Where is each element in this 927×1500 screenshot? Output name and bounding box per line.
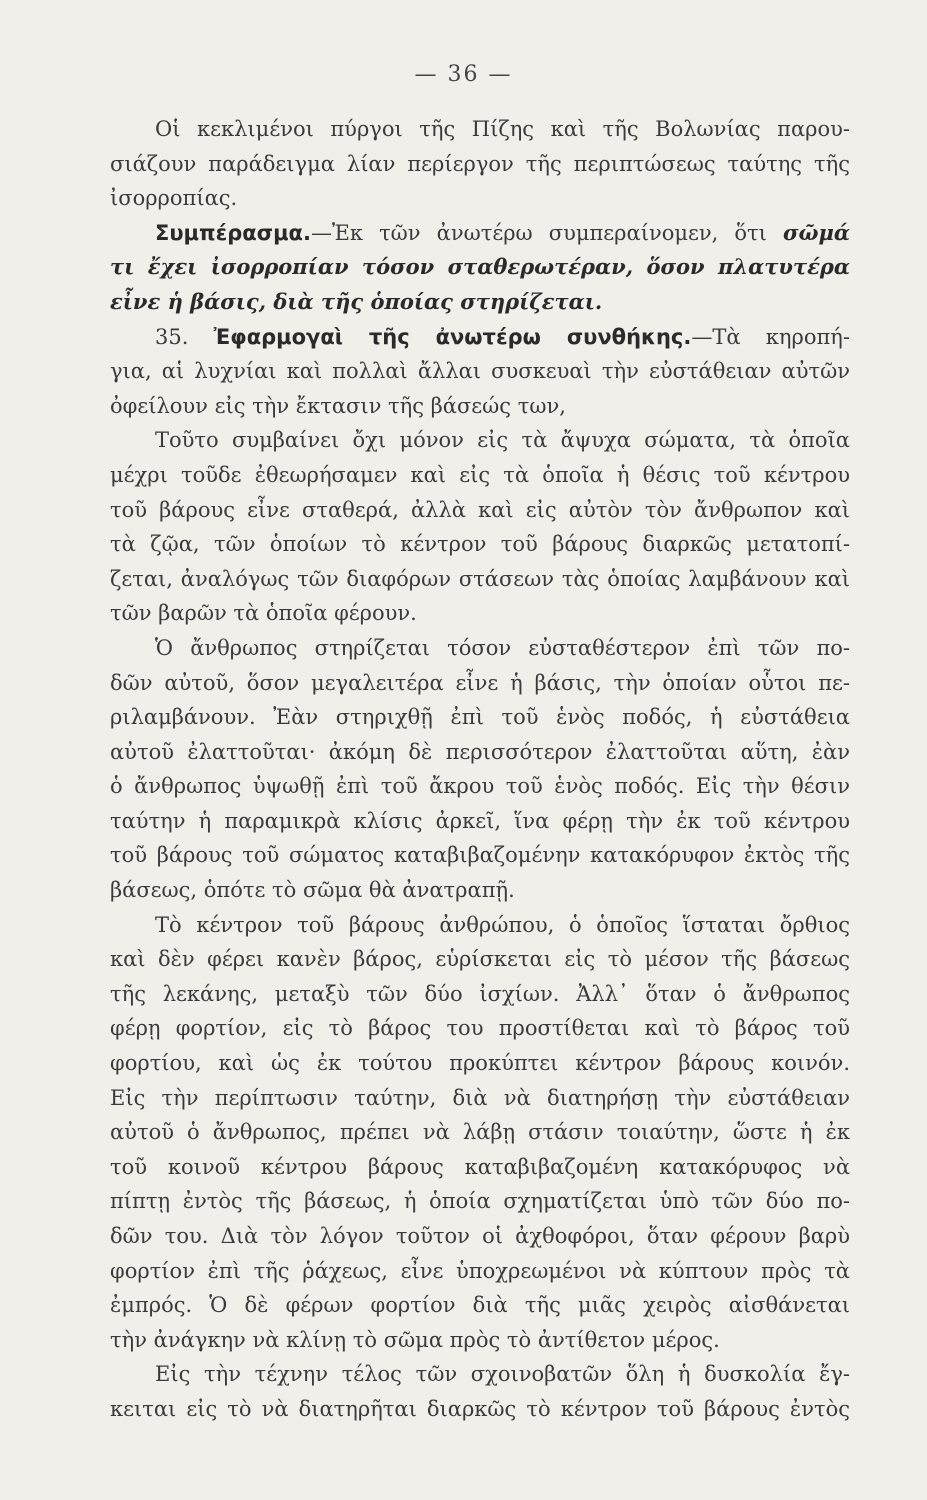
text-line: βάσεως, ὁπότε τὸ σῶμα θὰ ἀνατραπῇ. (110, 878, 515, 903)
text-line: τὴν ἀνάγκην νὰ κλίνῃ τὸ σῶμα πρὸς τὸ ἀντίθετον μέρος. (110, 1327, 720, 1352)
section-text: —Τὰ κηροπή- (691, 324, 850, 349)
text-line: φορτίου, καὶ ὡς ἐκ τούτου προκύπτει κέντρον βάρους κοινόν. (110, 1051, 850, 1076)
text-line: σιάζουν παράδειγμα λίαν περίεργον τῆς περιπτώσεως ταύτης τῆς (110, 151, 850, 176)
text-line: τῶν βαρῶν τὰ ὁποῖα φέρουν. (110, 601, 417, 626)
conclusion-line: τι ἔχει ἰσορροπίαν τόσον σταθερωτέραν, ὅσον πλατυτέρα (110, 254, 850, 280)
text-line: τὰ ζῷα, τῶν ὁποίων τὸ κέντρον τοῦ βάρους διαρκῶς μετατοπί- (110, 532, 850, 557)
conclusion-line: εἶνε ἡ βάσις, διὰ τῆς ὁποίας στηρίζεται. (110, 288, 603, 314)
text-line: αὐτοῦ ἐλαττοῦται· ἀκόμη δὲ περισσότερον ἐλαττοῦται αὕτη, ἐὰν (110, 739, 850, 764)
text-line: τοῦ βάρους εἶνε σταθερά, ἀλλὰ καὶ εἰς αὐτὸν τὸν ἄνθρωπον καὶ (110, 497, 850, 522)
body-text (110, 112, 850, 1427)
text-line: ριλαμβάνουν. Ἐὰν στηριχθῇ ἐπὶ τοῦ ἑνὸς ποδός, ἡ εὐστάθεια (110, 705, 850, 730)
conclusion-line (110, 216, 850, 251)
text-line: φέρῃ φορτίον, εἰς τὸ βάρος του προστίθεται καὶ τὸ βάρος τοῦ (110, 1016, 850, 1041)
text-line: τοῦ κοινοῦ κέντρου βάρους καταβιβαζομένη κατακόρυφος νὰ (110, 1154, 850, 1179)
text-line: δῶν του. Διὰ τὸν λόγον τοῦτον οἱ ἀχθοφόροι, ὅταν φέρουν βαρὺ (110, 1224, 850, 1248)
page-number: — 36 — (414, 62, 513, 87)
conclusion-emphasis: σῶμά (782, 219, 850, 245)
section-heading-line (110, 320, 850, 355)
section-title: Ἐφαρμογαὶ τῆς ἀνωτέρω συνθήκης. (213, 324, 692, 349)
text-line: για, αἱ λυχνίαι καὶ πολλαὶ ἄλλαι συσκευαὶ τὴν εὐστάθειαν αὐτῶν (110, 359, 850, 384)
text-line: Ὁ ἄνθρωπος στηρίζεται τόσον εὐσταθέστερον ἐπὶ τῶν πο- (155, 635, 850, 660)
text-line: ἰσορροπίας. (110, 186, 238, 211)
text-line: δῶν αὐτοῦ, ὅσον μεγαλειτέρα εἶνε ἡ βάσις, τὴν ὁποίαν οὗτοι πε- (110, 670, 850, 695)
text-line: φορτίον ἐπὶ τῆς ῥάχεως, εἶνε ὑποχρεωμένοι νὰ κύπτουν πρὸς τὰ (110, 1258, 850, 1283)
text-line: τοῦ βάρους τοῦ σώματος καταβιβαζομένην κατακόρυφον ἐκτὸς τῆς (110, 843, 850, 868)
text-line: Οἱ κεκλιμένοι πύργοι τῆς Πίζης καὶ τῆς Βολωνίας παρου- (155, 117, 850, 141)
text-line: ζεται, ἀναλόγως τῶν διαφόρων στάσεων τὰς ὁποίας λαμβάνουν καὶ (110, 566, 850, 591)
text-line: καὶ δὲν φέρει κανὲν βάρος, εὑρίσκεται εἰς τὸ μέσον τῆς βάσεως (110, 947, 850, 972)
section-number: 35. (155, 324, 189, 349)
text-line: τῆς λεκάνης, μεταξὺ τῶν δύο ἰσχίων. Ἀλλ᾽ ὅταν ὁ ἄνθρωπος (110, 981, 850, 1006)
conclusion-text: —Ἐκ τῶν ἀνωτέρω συμπεραίνομεν, ὅτι (310, 220, 767, 245)
text-line: αὐτοῦ ὁ ἄνθρωπος, πρέπει νὰ λάβῃ στάσιν τοιαύτην, ὥστε ἡ ἐκ (110, 1120, 850, 1145)
text-line: πίπτῃ ἐντὸς τῆς βάσεως, ἡ ὁποία σχηματίζεται ὑπὸ τῶν δύο πο- (110, 1189, 850, 1214)
conclusion-heading: Συμπέρασμα. (155, 220, 311, 245)
text-line: ἐμπρός. Ὁ δὲ φέρων φορτίον διὰ τῆς μιᾶς χειρὸς αἰσθάνεται (110, 1293, 850, 1318)
text-line: ὁ ἄνθρωπος ὑψωθῇ ἐπὶ τοῦ ἄκρου τοῦ ἑνὸς ποδός. Εἰς τὴν θέσιν (110, 774, 850, 799)
text-line: ταύτην ἡ παραμικρὰ κλίσις ἀρκεῖ, ἵνα φέρῃ τὴν ἐκ τοῦ κέντρου (110, 808, 850, 833)
text-line: Τὸ κέντρον τοῦ βάρους ἀνθρώπου, ὁ ὁποῖος ἵσταται ὄρθιος (155, 912, 850, 937)
text-line: μέχρι τοῦδε ἐθεωρήσαμεν καὶ εἰς τὰ ὁποῖα ἡ θέσις τοῦ κέντρου (110, 462, 850, 487)
text-line: κειται εἰς τὸ νὰ διατηρῆται διαρκῶς τὸ κέντρον τοῦ βάρους ἐντὸς (110, 1396, 850, 1421)
text-line: Τοῦτο συμβαίνει ὄχι μόνον εἰς τὰ ἄψυχα σώματα, τὰ ὁποῖα (155, 428, 850, 453)
text-line: Εἰς τὴν περίπτωσιν ταύτην, διὰ νὰ διατηρήσῃ τὴν εὐστάθειαν (110, 1085, 850, 1110)
text-line: Εἰς τὴν τέχνην τέλος τῶν σχοινοβατῶν ὅλη ἡ δυσκολία ἔγ- (155, 1362, 850, 1387)
text-line: ὀφείλουν εἰς τὴν ἔκτασιν τῆς βάσεώς των, (110, 393, 566, 418)
